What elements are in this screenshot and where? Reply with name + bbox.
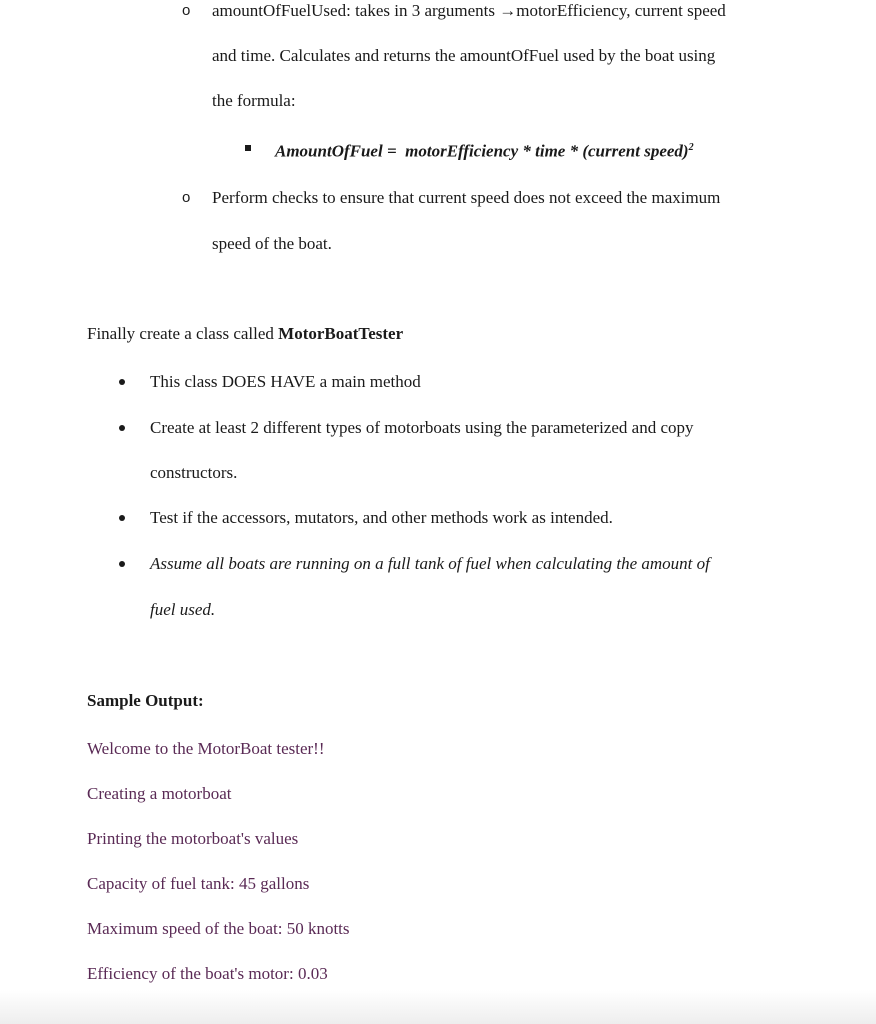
bullet-dot-icon <box>119 425 125 431</box>
sample-output-line: Capacity of fuel tank: 45 gallons <box>87 874 310 893</box>
tester-intro-text: Finally create a class called <box>87 324 279 343</box>
formula-equals: = <box>382 141 406 161</box>
tester-intro <box>87 323 403 345</box>
bullet-dot-icon <box>119 379 125 385</box>
tester-bullet-create: Create at least 2 different types of motorboats using the parameterized and copy <box>150 418 694 437</box>
sample-output-heading: Sample Output: <box>87 691 204 710</box>
square-bullet-icon <box>245 145 251 151</box>
page-bottom-shadow <box>0 990 876 1024</box>
speed-check-line: Perform checks to ensure that current speed does not exceed the maximum <box>212 188 721 207</box>
sample-output-line: Efficiency of the boat's motor: 0.03 <box>87 964 328 983</box>
formula-lhs: AmountOfFuel <box>275 141 383 161</box>
circle-bullet-icon: o <box>182 2 191 19</box>
sample-output-line: Printing the motorboat's values <box>87 829 299 848</box>
method-description-line: amountOfFuelUsed: takes in 3 arguments →motorEfficiency, current speed <box>212 1 726 20</box>
tester-bullet-assume-cont: fuel used. <box>150 600 216 619</box>
sample-output-line: Creating a motorboat <box>87 784 232 803</box>
circle-bullet-icon: o <box>182 189 191 206</box>
tester-class-name: MotorBoatTester <box>278 324 404 343</box>
tester-bullet-test: Test if the accessors, mutators, and other methods work as intended. <box>150 508 613 527</box>
sample-output-line: Maximum speed of the boat: 50 knotts <box>87 919 350 938</box>
method-description-line: the formula: <box>212 91 296 110</box>
tester-bullet-assume: Assume all boats are running on a full tank of fuel when calculating the amount of <box>150 554 710 573</box>
bullet-dot-icon <box>119 515 125 521</box>
fuel-formula <box>275 137 694 163</box>
speed-check-line: speed of the boat. <box>212 234 332 253</box>
tester-bullet-main-method: This class DOES HAVE a main method <box>150 372 421 391</box>
sample-output-line: Welcome to the MotorBoat tester!! <box>87 739 325 758</box>
tester-bullet-create-cont: constructors. <box>150 463 238 482</box>
method-description-line: and time. Calculates and returns the amountOfFuel used by the boat using <box>212 46 716 65</box>
bullet-dot-icon <box>119 561 125 567</box>
formula-rhs: motorEfficiency * time * (current speed) <box>405 141 689 161</box>
formula-exponent: 2 <box>688 142 694 153</box>
